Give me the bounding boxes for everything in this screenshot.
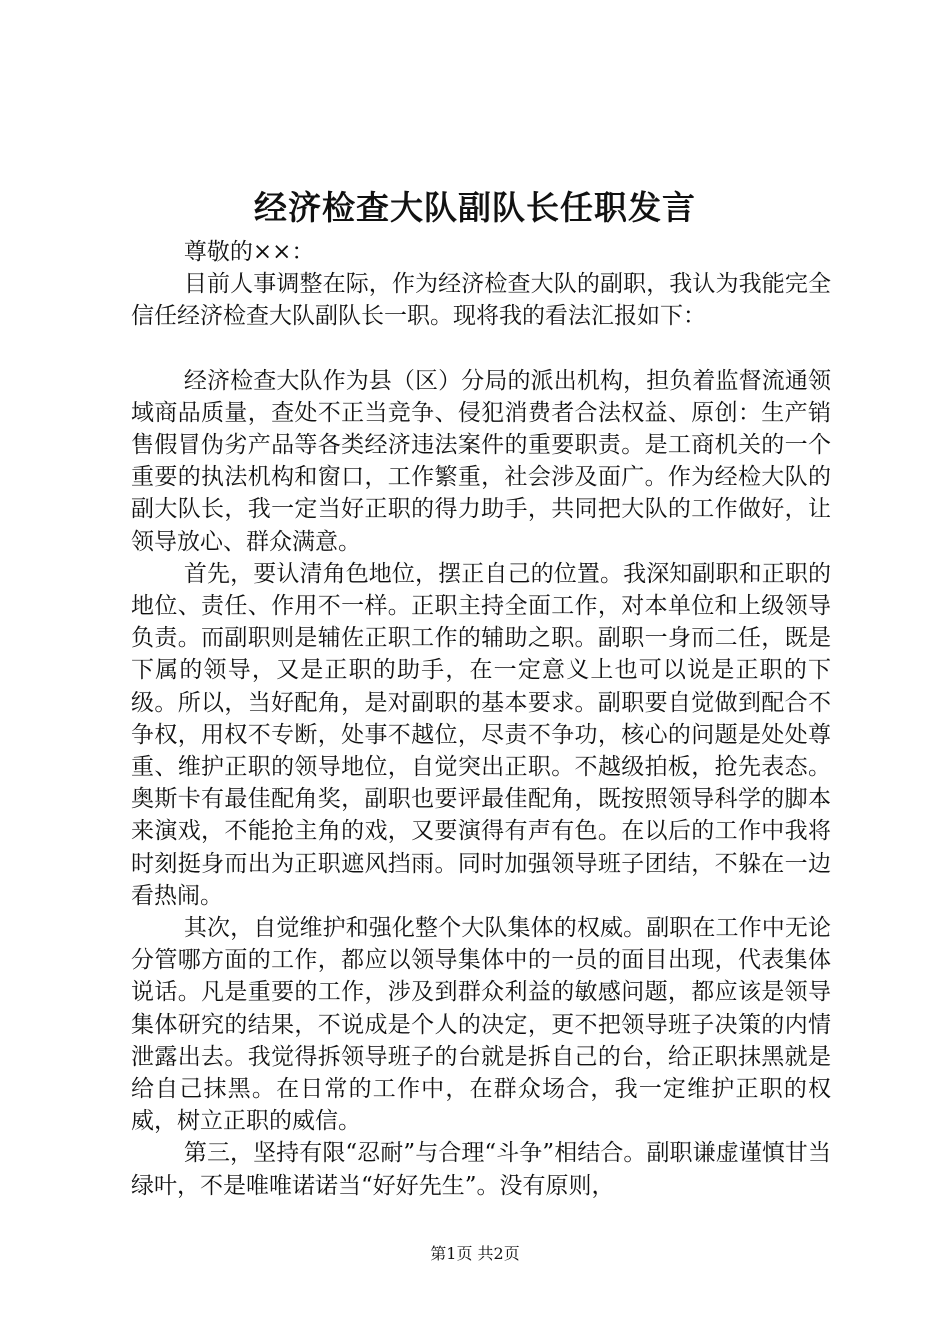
paragraph-role: 经济检查大队作为县（区）分局的派出机构，担负着监督流通领域商品质量，查处不正当竞争、侵犯消费者合法权益、原创：生产销售假冒伪劣产品等各类经济违法案件的重要职责。是工商机关的一个重要的执法机构和窗口，工作繁重，社会涉及面广。作为经检大队的副大队长，我一定当好正职的得力助手，共同把大队的工作做好，让领导放心、群众满意。 (131, 367, 831, 555)
document-body (131, 236, 831, 1202)
paragraph-first: 首先，要认清角色地位，摆正自己的位置。我深知副职和正职的地位、责任、作用不一样。正职主持全面工作，对本单位和上级领导负责。而副职则是辅佐正职工作的辅助之职。副职一身而二任，既是下属的领导，又是正职的助手，在一定意义上也可以说是正职的下级。所以，当好配角，是对副职的基本要求。副职要自觉做到配合不争权，用权不专断，处事不越位，尽责不争功，核心的问题是处处尊重、维护正职的领导地位，自觉突出正职。不越级拍板，抢先表态。奥斯卡有最佳配角奖，副职也要评最佳配角，既按照领导科学的脚本来演戏，不能抢主角的戏，又要演得有声有色。在以后的工作中我将时刻挺身而出为正职遮风挡雨。同时加强领导班子团结，不躲在一边看热闹。 (131, 560, 831, 909)
page-number-footer: 第1页 共2页 (430, 1244, 520, 1263)
paragraph-second: 其次，自觉维护和强化整个大队集体的权威。副职在工作中无论分管哪方面的工作，都应以领导集体中的一员的面目出现，代表集体说话。凡是重要的工作，涉及到群众利益的敏感问题，都应该是领导集体研究的结果，不说成是个人的决定，更不把领导班子决策的内情泄露出去。我觉得拆领导班子的台就是拆自己的台，给正职抹黑就是给自己抹黑。在日常的工作中，在群众场合，我一定维护正职的权威，树立正职的威信。 (131, 915, 831, 1135)
document-title: 经济检查大队副队长任职发言 (254, 188, 696, 227)
paragraph-intro: 目前人事调整在际，作为经济检查大队的副职，我认为我能完全信任经济检查大队副队长一职。现将我的看法汇报如下： (131, 271, 831, 330)
paragraph-third: 第三，坚持有限“忍耐”与合理“斗争”相结合。副职谦虚谨慎甘当绿叶，不是唯唯诺诺当“好好先生”。没有原则， (131, 1140, 831, 1199)
salutation: 尊敬的××： (183, 239, 315, 265)
